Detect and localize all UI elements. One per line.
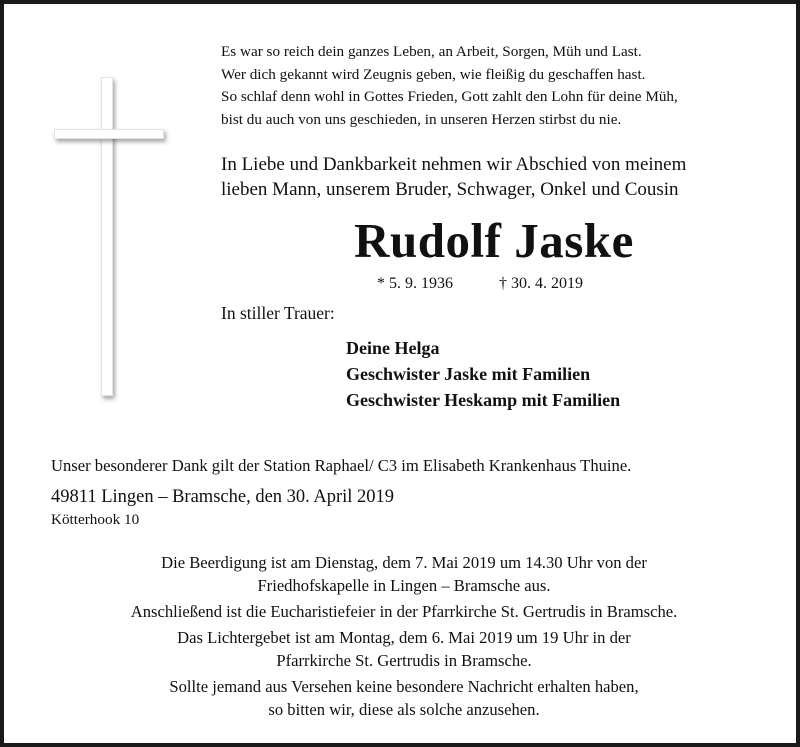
poem-line: Wer dich gekannt wird Zeugnis geben, wie fleißig du geschaffen hast. [221,65,646,83]
notice-line: so bitten wir, diese als solche anzusehen. [268,700,540,719]
intro-line: lieben Mann, unserem Bruder, Schwager, Onkel und Cousin [221,179,679,200]
notice-line: Friedhofskapelle in Lingen – Bramsche aus. [257,576,551,595]
birth-date: * 5. 9. 1936 [377,275,453,292]
poem-line: Es war so reich dein ganzes Leben, an Arbeit, Sorgen, Müh und Last. [221,43,642,60]
place-and-date: 49811 Lingen – Bramsche, den 30. April 2019 [51,487,395,507]
deceased-name: Rudolf Jaske [354,213,634,268]
poem [221,41,678,132]
prayer-notice [24,626,784,672]
poem-line: So schlaf denn wohl in Gottes Frieden, Gott zahlt den Lohn für deine Müh, [221,88,678,106]
intro-line: In Liebe und Dankbarkeit nehmen wir Abschied von meinem [221,154,687,175]
notice-line: Die Beerdigung ist am Dienstag, dem 7. Mai 2019 um 14.30 Uhr von der [161,553,647,572]
service-notices [24,551,784,724]
closing-notice [24,675,784,721]
eucharist-notice [24,600,784,623]
farewell-intro [221,152,686,202]
mourning-heading: In stiller Trauer: [221,303,335,323]
street-address: Kötterhook 10 [51,511,140,528]
notice-line: Das Lichtergebet ist am Montag, dem 6. Mai 2019 um 19 Uhr in der [177,628,631,647]
mourners-list [346,335,620,413]
notice-line: Pfarrkirche St. Gertrudis in Bramsche. [276,651,532,670]
cross-horizontal-beam [54,129,164,139]
poem-line: bist du auch von uns geschieden, in unseren Herzen stirbst du nie. [221,111,622,129]
mourner-name: Deine Helga [346,338,440,358]
death-date: † 30. 4. 2019 [499,275,583,292]
notice-line: Sollte jemand aus Versehen keine besondere Nachricht erhalten haben, [169,677,639,696]
notice-line: Anschließend ist die Eucharistiefeier in der Pfarrkirche St. Gertrudis in Bramsche. [130,602,678,621]
thanks-note: Unser besonderer Dank gilt der Station Raphael/ C3 im Elisabeth Krankenhaus Thuine. [51,456,632,475]
mourner-name: Geschwister Jaske mit Familien [346,364,591,384]
mourner-name: Geschwister Heskamp mit Familien [346,390,621,410]
funeral-notice [24,551,784,597]
